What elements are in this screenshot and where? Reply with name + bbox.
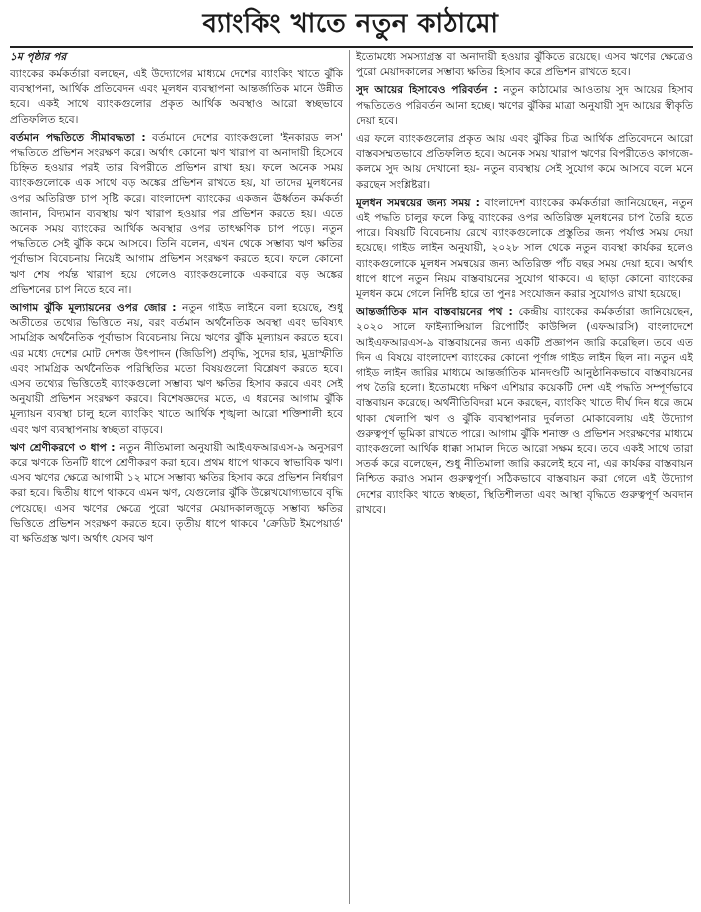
- subheading: আগাম ঝুঁকি মূল্যায়নের ওপর জোর :: [10, 302, 177, 315]
- paragraph: [10, 131, 343, 298]
- subheading: আন্তর্জাতিক মান বাস্তবায়নের পথ :: [356, 306, 513, 319]
- paragraph-text: বর্তমানে দেশের ব্যাংকগুলো 'ইনকারড লস' পদ্ধতিতে প্রভিশন সংরক্ষণ করে। অর্থাৎ কোনো ঋণ খারাপ বা অনাদায়ী হিসেবে চিহ্নিত হওয়ার পরই তার বিপরীতে প্রভিশন রাখা হয়। ফলে অনেক সময় ব্যাংকগুলোকে এক সাথে বড় অঙ্কের প্রভিশন রাখতে হয়, যা তাদের মুলধনের ওপর অতিরিক্ত চাপ সৃষ্টি করে। বাংলাদেশ ব্যাংকের একজন ঊর্ধ্বতন কর্মকর্তা জানান, বিদ্যমান ব্যবস্থায় ঋণ খারাপ হওয়ার পর প্রভিশন করতে হয়। এতে অনেক সময় ব্যাংকের আর্থিক অবস্থার ওপর তাৎক্ষণিক চাপ পড়ে। নতুন পদ্ধতিতে সেই ঝুঁকি কমে আসবে। তিনি বলেন, এখন থেকে সম্ভাব্য ঋণ ক্ষতির পূর্বাভাস বিবেচনায় নিয়েই আগাম প্রভিশন সংরক্ষণ করতে হবে। ফলে কোনো ঋণ শেষ পর্যন্ত খারাপ হয়ে গেলেও ব্যাংকগুলোকে একবারে বড় অঙ্কের প্রভিশনের চাপ নিতে হবে না।: [10, 131, 343, 296]
- paragraph: [10, 301, 343, 438]
- paragraph-text: নতুন কাঠামোর আওতায় সুদ আয়ের হিসাব পদ্ধতিতেও পরিবর্তন আনা হচ্ছে। ঋণের ঝুঁকির মাত্রা অনুযায়ী সুদ আয়ের স্বীকৃতি দেয়া হবে।: [356, 84, 693, 127]
- paragraph-text: ইতোমধ্যে সমস্যাগ্রস্ত বা অনাদায়ী হওয়ার ঝুঁকিতে রয়েছে। এসব ঋণের ক্ষেত্রেও পুরো মেয়াদকালের সম্ভাব্য ক্ষতির হিসাব করে প্রভিশন রাখতে হবে।: [356, 51, 693, 79]
- headline: ব্যাংকিং খাতে নতুন কাঠামো: [202, 9, 499, 39]
- paragraph: [356, 305, 693, 518]
- paragraph: [356, 196, 693, 302]
- subheading: মূলধন সমন্বয়ের জন্য সময় :: [356, 196, 480, 209]
- paragraph: [356, 132, 693, 193]
- paragraph-text: কেন্দ্রীয় ব্যাংকের কর্মকর্তারা জানিয়েছেন, ২০২০ সালে ফাইন্যান্সিয়াল রিপোর্টিং কাউন্সিল (এফআরসি) বাংলাদেশে আইএফআরএস-৯ বাস্তবায়নের জন্য একটি প্রজ্ঞাপন জারি করেছিল। তবে এত দিন এ বিষয়ে বাংলাদেশ ব্যাংকের কোনো পূর্ণাঙ্গ গাইড লাইন ছিল না। নতুন এই গাইড লাইন জারির মাধ্যমে আন্তর্জাতিক মানদণ্ডটি আনুষ্ঠানিকভাবে বাস্তবায়নের পথ তৈরি হলো। ইতোমধ্যে দক্ষিণ এশিয়ার কয়েকটি দেশ এই পদ্ধতি সম্পূর্ণভাবে বাস্তবায়ন করেছে। অর্থনীতিবিদরা মনে করছেন, ব্যাংকিং খাতে দীর্ঘ দিন ধরে জমে থাকা খেলাপি ঋণ ও ঝুঁকি ব্যবস্থাপনার দুর্বলতা মোকাবেলায় এই উদ্যোগ গুরুত্বপূর্ণ ভূমিকা রাখতে পারে। আগাম ঝুঁকি শনাক্ত ও প্রভিশন সংরক্ষণের মাধ্যমে ব্যাংকগুলো আর্থিক ধাক্কা সামাল দিতে আরো সক্ষম হবে। তবে একই সাথে তারা সতর্ক করে বলেছেন, শুধু নীতিমালা জারি করলেই হবে না, এর কার্যকর বাস্তবায়ন নিশ্চিত করাও সমান গুরুত্বপূর্ণ। সঠিকভাবে বাস্তবায়ন করা গেলে এই উদ্যোগ দেশের ব্যাংকিং খাতে স্বচ্ছতা, স্থিতিশীলতা এবং আস্থা বৃদ্ধিতে গুরুত্বপূর্ণ অবদান রাখবে।: [356, 306, 693, 516]
- continuation-label: ১ম পৃষ্ঠার পর: [10, 51, 67, 63]
- paragraph-text: নতুন গাইড লাইনে বলা হয়েছে, শুধু অতীতের তথ্যের ভিত্তিতে নয়, বরং বর্তমান অর্থনৈতিক অবস্থা এবং ভবিষ্যৎ সামগ্রিক অর্থনৈতিক পূর্বাভাস বিবেচনায় নিয়ে ঋণের ঝুঁকি মূল্যায়ন করতে হবে। এর মধ্যে দেশের মোট দেশজ উৎপাদন (জিডিপি) প্রবৃদ্ধি, সুদের হার, মুদ্রাস্ফীতি এবং সামগ্রিক অর্থনৈতিক পরিস্থিতির মতো বিষয়গুলো বিশ্লেষণ করতে হবে। এসব তথ্যের ভিত্তিতেই ব্যাংকগুলো সম্ভাব্য ঋণ ক্ষতির হিসাব করবে এবং সেই অনুযায়ী প্রভিশন সংরক্ষণ করবে। বিশেষজ্ঞদের মতে, এ ধরনের আগাম ঝুঁকি মূল্যায়ন ব্যবস্থা চালু হলে ব্যাংকিং খাতে আর্থিক শৃঙ্খলা আরো শক্তিশালী হবে এবং ঋণ ব্যবস্থাপনায় স্বচ্ছতা বাড়বে।: [10, 302, 343, 436]
- paragraph-text: নতুন নীতিমালা অনুযায়ী আইএফআরএস-৯ অনুসরণ করে ঋণকে তিনটি ধাপে শ্রেণীকরণ করা হবে। প্রথম ধাপে থাকবে স্বাভাবিক ঋণ। এসব ঋণের ক্ষেত্রে আগামী ১২ মাসে সম্ভাব্য ক্ষতির হিসাব করে প্রভিশন নির্ধারণ করা হবে। দ্বিতীয় ধাপে থাকবে এমন ঋণ, যেগুলোর ঝুঁকি উল্লেখযোগ্যভাবে বৃদ্ধি পেয়েছে। এসব ঋণের ক্ষেত্রে পুরো ঋণের মেয়াদকালজুড়ে সম্ভাব্য ক্ষতির ভিত্তিতে প্রভিশন সংরক্ষণ করতে হবে। তৃতীয় ধাপে থাকবে 'ক্রেডিট ইমপেয়ার্ড' বা ক্ষতিগ্রস্ত ঋণ। অর্থাৎ যেসব ঋণ: [10, 441, 343, 546]
- subheading: ঋণ শ্রেণীকরণে ৩ ধাপ :: [10, 441, 116, 454]
- paragraph: [10, 67, 343, 128]
- right-column: [356, 50, 693, 906]
- paragraph: [356, 83, 693, 129]
- left-column: [10, 50, 343, 906]
- subheading: বর্তমান পদ্ধতিতে সীমাবদ্ধতা :: [10, 131, 146, 144]
- paragraph-text: এর ফলে ব্যাংকগুলোর প্রকৃত আয় এবং ঝুঁকির চিত্র আর্থিক প্রতিবেদনে আরো বাস্তবসম্মতভাবে প্রতিফলিত হবে। অনেক সময় খারাপ ঋণের বিপরীতেও কাগজে-কলমে সুদ আয় দেখানো হয়- নতুন ব্যবস্থায় সেই সুযোগ কমে আসবে বলে মনে করছেন সংশ্লিষ্টরা।: [356, 133, 693, 191]
- paragraph: [356, 50, 693, 80]
- subheading: সুদ আয়ের হিসাবেও পরিবর্তন :: [356, 84, 498, 97]
- paragraph-text: বাংলাদেশ ব্যাংকের কর্মকর্তারা জানিয়েছেন, নতুন এই পদ্ধতি চালুর ফলে কিছু ব্যাংকের ওপর অতিরিক্ত মূলধনের চাপ তৈরি হতে পারে। বিষয়টি বিবেচনায় রেখে ব্যাংকগুলোকে প্রস্তুতির জন্য পর্যাপ্ত সময় দেয়া হয়েছে। গাইড লাইন অনুযায়ী, ২০২৮ সাল থেকে নতুন ব্যবস্থা কার্যকর হলেও ব্যাংকগুলোকে মূলধন সমন্বয়ের জন্য অতিরিক্ত পাঁচ বছর সময় দেয়া হবে। অর্থাৎ ধাপে ধাপে নতুন নিয়ম বাস্তবায়নের সুযোগ থাকবে। এ ছাড়া কোনো ব্যাংকের মূলধন কমে গেলে নির্দিষ্ট হারে তা পুনঃ সংযোজন করার সুযোগও রাখা হয়েছে।: [356, 196, 693, 301]
- paragraph: [10, 441, 343, 547]
- column-divider: [349, 50, 350, 904]
- headline-rule: [10, 46, 693, 48]
- paragraph-text: ব্যাংকের কর্মকর্তারা বলছেন, এই উদ্যোগের মাধ্যমে দেশের ব্যাংকিং খাতে ঝুঁকি ব্যবস্থাপনা, আর্থিক প্রতিবেদন এবং মূলধন ব্যবস্থাপনা আন্তর্জাতিক মানে উন্নীত হবে। একই সাথে ব্যাংকগুলোর প্রকৃত আর্থিক অবস্থাও আরো স্বচ্ছভাবে প্রতিফলিত হবে।: [10, 68, 343, 126]
